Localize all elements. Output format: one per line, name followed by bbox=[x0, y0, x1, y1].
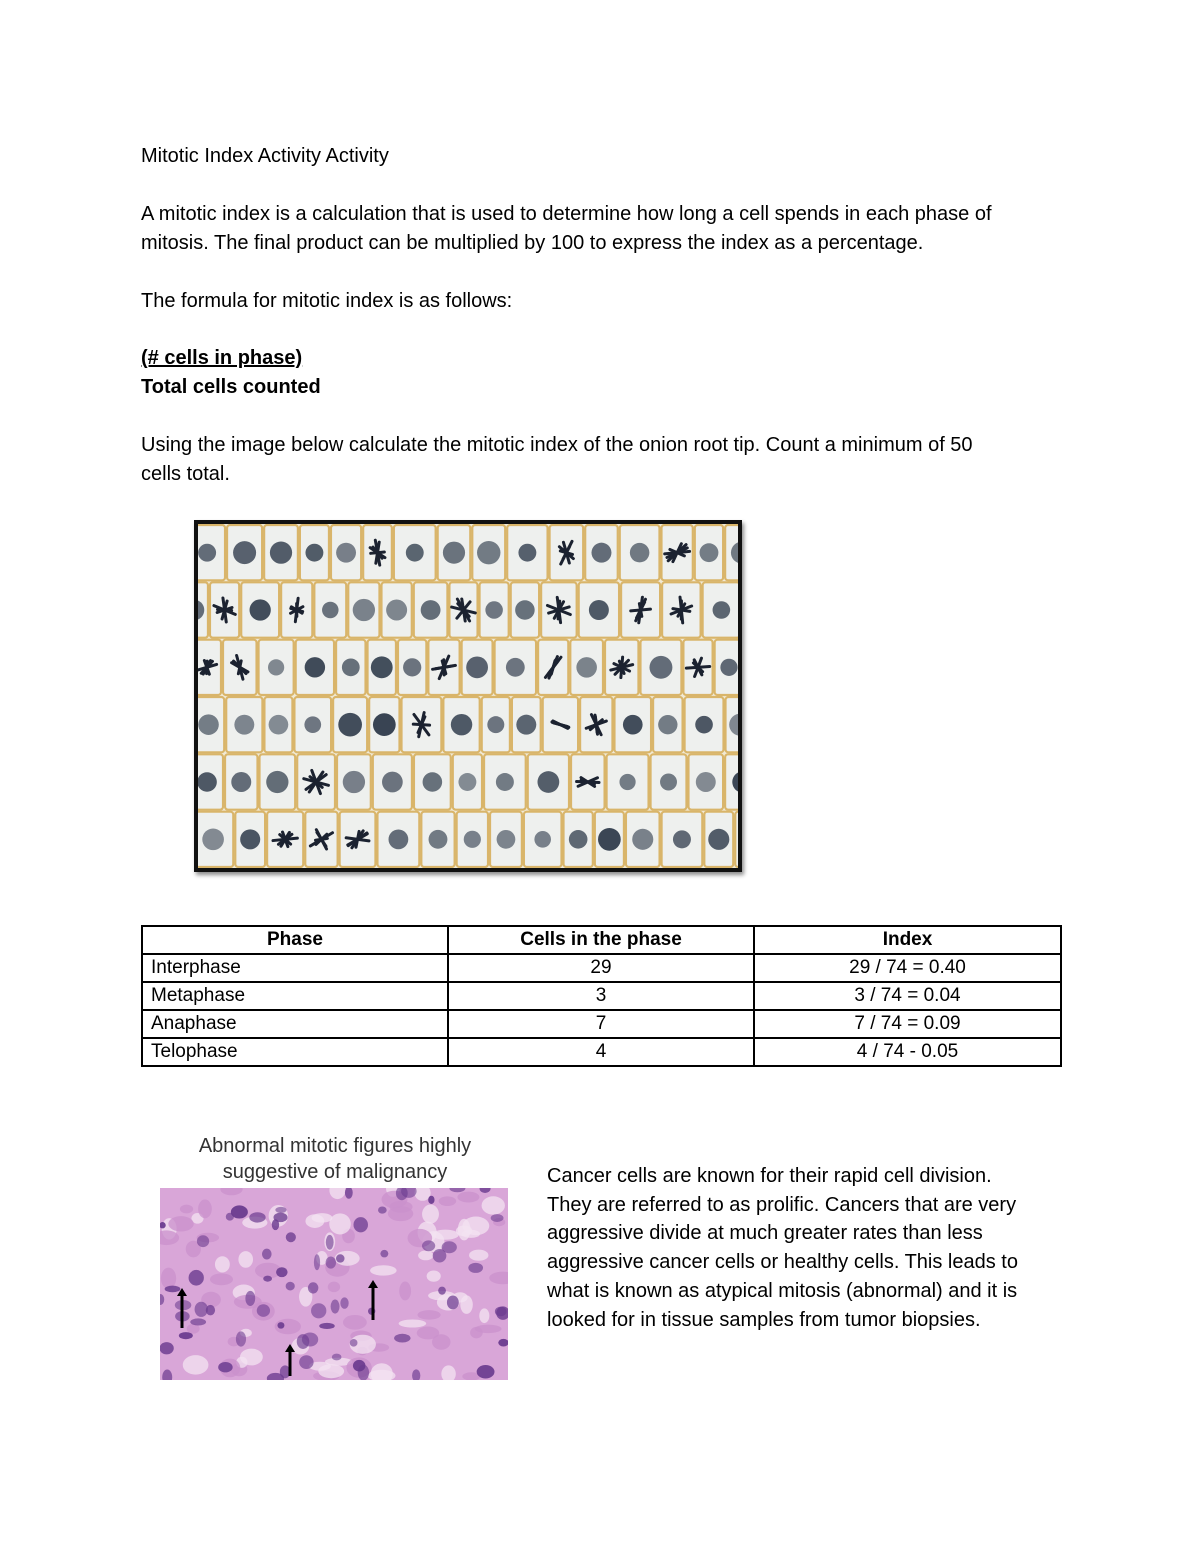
cancer-paragraph-line-4: aggressive cancer cells or healthy cells. This leads to bbox=[547, 1251, 1018, 1273]
tumor-nucleus bbox=[262, 1249, 272, 1260]
tumor-nucleus bbox=[319, 1323, 335, 1329]
cancer-paragraph-line-3: aggressive divide at much greater rates than less bbox=[547, 1222, 983, 1244]
cell-index: 29 / 74 = 0.40 bbox=[754, 954, 1061, 982]
nucleus bbox=[720, 659, 737, 676]
nucleus bbox=[198, 714, 219, 735]
cytoplasm bbox=[457, 1192, 479, 1203]
tumor-nucleus bbox=[286, 1282, 295, 1291]
cell-phase: Telophase bbox=[142, 1038, 448, 1066]
nucleus bbox=[234, 715, 254, 735]
tumor-nucleus bbox=[160, 1342, 174, 1354]
nucleus bbox=[649, 656, 672, 679]
cytoplasm bbox=[168, 1216, 193, 1231]
tumor-histology-micrograph bbox=[160, 1188, 508, 1380]
nucleus bbox=[382, 772, 403, 793]
tumor-nucleus bbox=[302, 1332, 318, 1346]
cytoplasm bbox=[183, 1355, 209, 1375]
tumor-nucleus bbox=[447, 1295, 459, 1309]
cytoplasm bbox=[388, 1206, 413, 1221]
cell-phase: Anaphase bbox=[142, 1010, 448, 1038]
tumor-nucleus bbox=[326, 1256, 336, 1268]
tumor-nucleus bbox=[245, 1291, 255, 1306]
nucleus bbox=[591, 543, 611, 563]
tumor-nucleus bbox=[422, 1240, 435, 1251]
cytoplasm bbox=[469, 1250, 488, 1261]
intro-line-1: A mitotic index is a calculation that is used to determine how long a cell spends in each phase of bbox=[141, 203, 992, 225]
cytoplasm bbox=[312, 1213, 333, 1222]
nucleus bbox=[373, 713, 396, 736]
tumor-nucleus bbox=[165, 1286, 181, 1293]
onion-root-tip-image bbox=[194, 520, 742, 872]
cytoplasm bbox=[240, 1349, 263, 1366]
tumor-nucleus bbox=[236, 1331, 246, 1346]
nucleus bbox=[713, 601, 731, 619]
header-index: Index bbox=[754, 926, 1061, 954]
tumor-nucleus bbox=[468, 1263, 483, 1273]
nucleus bbox=[487, 716, 504, 733]
cancer-paragraph-line-5: what is known as atypical mitosis (abnormal) and it is bbox=[547, 1280, 1018, 1302]
tumor-nucleus bbox=[358, 1365, 369, 1380]
tumor-nucleus bbox=[277, 1322, 284, 1329]
histology-caption-line-1: Abnormal mitotic figures highly bbox=[198, 1135, 472, 1157]
cytoplasm bbox=[198, 1200, 212, 1219]
nucleus bbox=[198, 772, 217, 792]
nucleus bbox=[336, 543, 356, 563]
cytoplasm bbox=[238, 1251, 253, 1268]
nucleus bbox=[496, 773, 514, 791]
cytoplasm bbox=[210, 1273, 233, 1285]
tumor-nucleus bbox=[189, 1270, 204, 1286]
tumor-nucleus bbox=[263, 1276, 272, 1282]
cytoplasm bbox=[417, 1326, 440, 1339]
cytoplasm bbox=[422, 1205, 439, 1224]
nucleus bbox=[623, 715, 643, 735]
cell-count: 7 bbox=[448, 1010, 754, 1038]
nucleus bbox=[270, 542, 292, 564]
nucleus bbox=[353, 599, 375, 621]
nucleus bbox=[464, 831, 481, 848]
nucleus bbox=[403, 658, 421, 676]
cancer-paragraph-line-1: Cancer cells are known for their rapid cell division. bbox=[547, 1165, 992, 1187]
cytoplasm bbox=[370, 1265, 397, 1275]
tumor-nucleus bbox=[276, 1267, 287, 1277]
tumor-nucleus bbox=[308, 1282, 318, 1293]
nucleus bbox=[458, 773, 476, 791]
tumor-nucleus bbox=[353, 1217, 368, 1232]
nucleus bbox=[695, 716, 713, 734]
tumor-nucleus bbox=[273, 1213, 287, 1223]
nucleus bbox=[497, 830, 516, 849]
cell-phase: Interphase bbox=[142, 954, 448, 982]
nucleus bbox=[305, 544, 323, 562]
tumor-nucleus bbox=[340, 1297, 348, 1308]
nucleus bbox=[619, 774, 635, 790]
cytoplasm bbox=[427, 1271, 441, 1282]
cell-index: 7 / 74 = 0.09 bbox=[754, 1010, 1061, 1038]
nucleus bbox=[406, 544, 424, 562]
nucleus bbox=[423, 772, 443, 792]
header-cells: Cells in the phase bbox=[448, 926, 754, 954]
tumor-nucleus bbox=[275, 1207, 286, 1213]
nucleus bbox=[429, 830, 448, 849]
cytoplasm bbox=[180, 1205, 193, 1214]
nucleus bbox=[506, 658, 525, 677]
tumor-nucleus bbox=[179, 1332, 193, 1339]
cell-count: 29 bbox=[448, 954, 754, 982]
tumor-nucleus bbox=[206, 1305, 215, 1315]
nucleus bbox=[598, 828, 621, 851]
nucleus bbox=[343, 771, 365, 793]
tumor-nucleus bbox=[438, 1287, 446, 1295]
tumor-nucleus bbox=[394, 1334, 410, 1343]
tumor-nucleus bbox=[495, 1307, 507, 1317]
nucleus bbox=[198, 544, 216, 562]
formula-numerator: (# cells in phase) bbox=[141, 347, 303, 369]
header-phase: Phase bbox=[142, 926, 448, 954]
tumor-nucleus bbox=[299, 1355, 313, 1369]
tumor-histology-image bbox=[160, 1188, 508, 1380]
instruction-line-1: Using the image below calculate the mitotic index of the onion root tip. Count a minimum of 50 bbox=[141, 434, 973, 456]
nucleus bbox=[386, 600, 407, 621]
table-header-row bbox=[142, 926, 1061, 954]
nucleus bbox=[443, 542, 465, 564]
nucleus bbox=[466, 656, 488, 678]
nucleus bbox=[658, 715, 677, 734]
nucleus bbox=[569, 830, 588, 849]
tumor-nucleus bbox=[331, 1300, 340, 1314]
tumor-nucleus bbox=[190, 1318, 206, 1325]
nucleus bbox=[576, 657, 597, 678]
cytoplasm bbox=[328, 1282, 340, 1293]
nucleus bbox=[389, 829, 409, 849]
tumor-nucleus bbox=[197, 1235, 209, 1247]
tumor-nucleus bbox=[311, 1303, 326, 1318]
tumor-nucleus bbox=[314, 1254, 320, 1270]
histology-caption bbox=[160, 1133, 510, 1185]
tumor-nucleus bbox=[286, 1232, 296, 1242]
nucleus bbox=[537, 771, 559, 793]
nucleus bbox=[231, 772, 251, 792]
nucleus bbox=[589, 600, 609, 620]
nucleus bbox=[240, 829, 260, 849]
cytoplasm bbox=[399, 1281, 411, 1300]
nucleus bbox=[266, 771, 288, 793]
nucleus bbox=[708, 829, 729, 850]
nucleus bbox=[630, 543, 650, 563]
tumor-nucleus bbox=[428, 1196, 434, 1204]
cell-wall bbox=[735, 812, 738, 867]
tumor-nucleus bbox=[442, 1241, 457, 1253]
cytoplasm bbox=[329, 1213, 351, 1234]
formula-denominator: Total cells counted bbox=[141, 376, 321, 398]
cytoplasm bbox=[215, 1256, 230, 1272]
nucleus bbox=[515, 600, 535, 620]
nucleus bbox=[250, 599, 271, 620]
nucleus bbox=[269, 715, 289, 735]
cytoplasm bbox=[439, 1196, 457, 1206]
instruction-line-2: cells total. bbox=[141, 463, 230, 485]
cytoplasm bbox=[417, 1310, 440, 1320]
table-row bbox=[142, 954, 1061, 982]
nucleus bbox=[268, 659, 284, 675]
cytoplasm bbox=[399, 1319, 427, 1327]
tumor-nucleus bbox=[378, 1206, 387, 1213]
nucleus bbox=[660, 774, 677, 791]
cytoplasm bbox=[470, 1327, 483, 1338]
nucleus bbox=[342, 658, 360, 676]
cell-phase: Metaphase bbox=[142, 982, 448, 1010]
cancer-paragraph-line-2: They are referred to as prolific. Cancers that are very bbox=[547, 1194, 1017, 1216]
cytoplasm bbox=[460, 1295, 473, 1314]
nucleus bbox=[304, 716, 321, 733]
tumor-nucleus bbox=[491, 1214, 504, 1222]
intro-line-2: mitosis. The final product can be multiplied by 100 to express the index as a percentage. bbox=[141, 232, 924, 254]
tumor-nucleus bbox=[332, 1354, 342, 1361]
nucleus bbox=[305, 657, 325, 677]
nucleus bbox=[485, 601, 502, 618]
nucleus bbox=[518, 544, 536, 562]
tumor-nucleus bbox=[218, 1362, 232, 1372]
cytoplasm bbox=[461, 1230, 480, 1238]
cell-index: 3 / 74 = 0.04 bbox=[754, 982, 1061, 1010]
nucleus bbox=[233, 541, 256, 564]
nucleus bbox=[516, 715, 536, 735]
cell-count: 4 bbox=[448, 1038, 754, 1066]
cell-count: 3 bbox=[448, 982, 754, 1010]
nucleus bbox=[700, 543, 719, 562]
tumor-nucleus bbox=[477, 1365, 495, 1378]
tumor-nucleus bbox=[257, 1304, 270, 1317]
nucleus bbox=[421, 600, 441, 620]
nucleus bbox=[202, 829, 224, 851]
cytoplasm bbox=[343, 1315, 367, 1330]
nucleus bbox=[451, 714, 472, 735]
formula-intro: The formula for mitotic index is as follows: bbox=[141, 290, 513, 312]
nucleus bbox=[477, 541, 500, 564]
table-row bbox=[142, 1038, 1061, 1066]
cytoplasm bbox=[482, 1196, 505, 1214]
table-row bbox=[142, 1010, 1061, 1038]
nucleus bbox=[338, 713, 362, 737]
nucleus bbox=[696, 772, 716, 792]
document-title: Mitotic Index Activity Activity bbox=[141, 145, 389, 167]
tumor-nucleus bbox=[249, 1212, 265, 1222]
tumor-nucleus bbox=[336, 1254, 345, 1262]
tumor-nucleus bbox=[350, 1339, 358, 1347]
histology-caption-line-2: suggestive of malignancy bbox=[222, 1161, 448, 1183]
cell-index: 4 / 74 - 0.05 bbox=[754, 1038, 1061, 1066]
tumor-nucleus bbox=[326, 1235, 334, 1250]
nucleus bbox=[371, 656, 393, 678]
cancer-paragraph-line-6: looked for in tissue samples from tumor biopsies. bbox=[547, 1309, 981, 1331]
nucleus bbox=[322, 602, 339, 619]
nucleus bbox=[673, 830, 691, 848]
tumor-nucleus bbox=[231, 1205, 248, 1218]
table-row bbox=[142, 982, 1061, 1010]
nucleus bbox=[534, 831, 551, 848]
tumor-nucleus bbox=[380, 1250, 388, 1257]
mitotic-index-table bbox=[141, 925, 1062, 1067]
nucleus bbox=[632, 829, 653, 850]
onion-root-tip-micrograph bbox=[198, 524, 738, 868]
cytoplasm bbox=[418, 1251, 433, 1261]
cytoplasm bbox=[479, 1308, 489, 1323]
cytoplasm bbox=[432, 1230, 459, 1240]
